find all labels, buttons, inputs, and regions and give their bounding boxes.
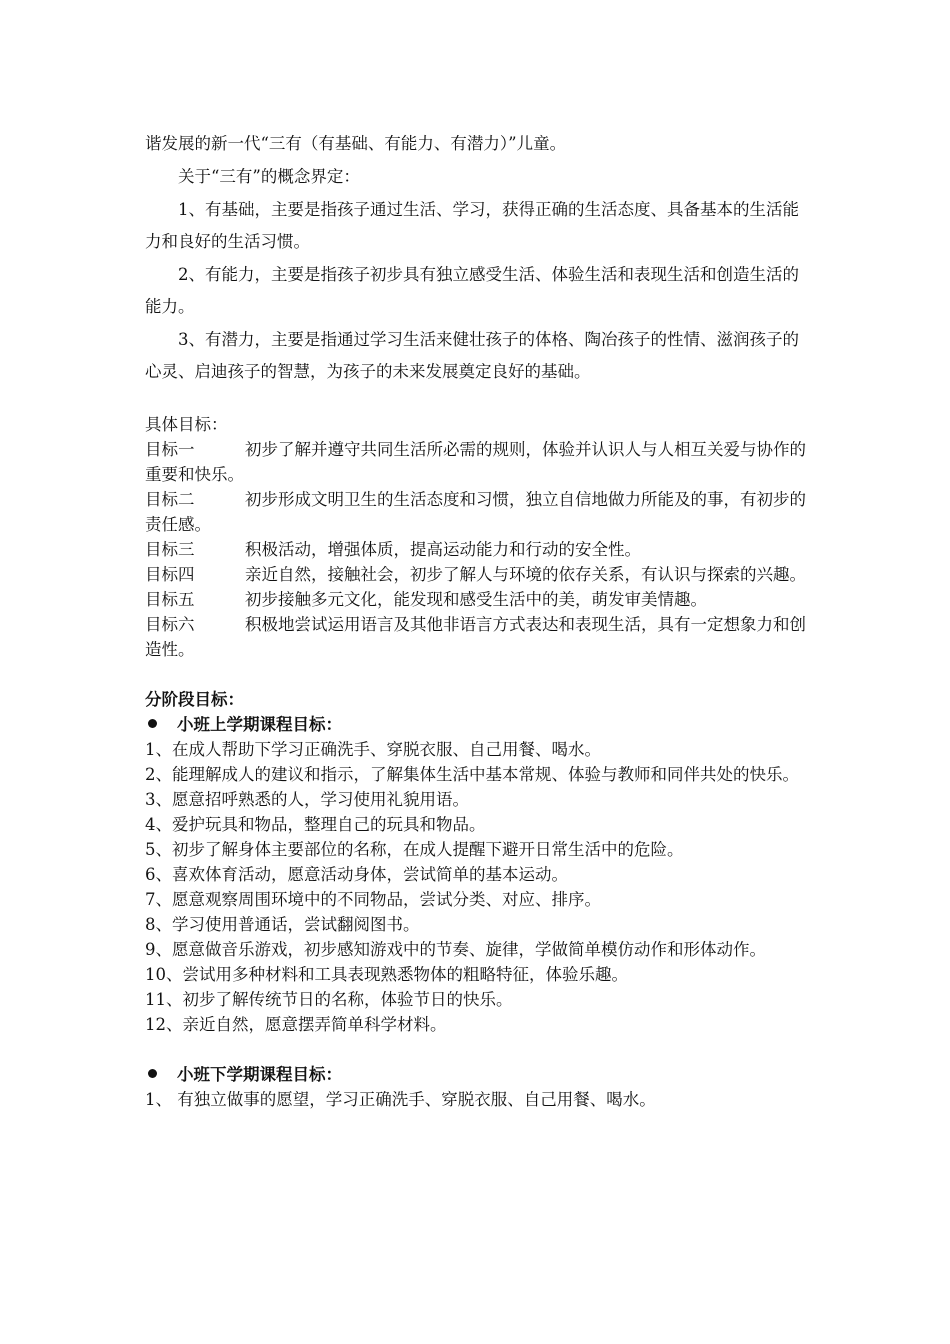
goal-label: 目标一: [145, 440, 195, 459]
goal-text: 初步接触多元文化，能发现和感受生活中的美，萌发审美情趣。: [245, 590, 707, 609]
specific-goals-heading: 具体目标：: [145, 415, 228, 434]
goal-item: [145, 437, 810, 487]
list-item: 6、喜欢体育活动，愿意活动身体，尝试简单的基本运动。: [145, 865, 568, 884]
first-term-heading-text: 小班上学期课程目标：: [177, 715, 342, 734]
list-item: 9、愿意做音乐游戏，初步感知游戏中的节奏、旋律，学做简单模仿动作和形体动作。: [145, 940, 766, 959]
goal-item: [145, 537, 810, 562]
concept-item: 1、有基础，主要是指孩子通过生活、学习，获得正确的生活态度、具备基本的生活能力和良好的生活习惯。: [145, 200, 799, 251]
intro-continuation: 谐发展的新一代“三有（有基础、有能力、有潜力）”儿童。: [145, 134, 567, 153]
intro-section: [145, 128, 810, 388]
list-item: 8、学习使用普通话，尝试翻阅图书。: [145, 915, 420, 934]
list-item: 7、愿意观察周围环境中的不同物品，尝试分类、对应、排序。: [145, 890, 601, 909]
specific-goals-section: [145, 412, 810, 662]
document-body: [145, 128, 810, 1112]
goal-text: 积极活动，增强体质，提高运动能力和行动的安全性。: [245, 540, 641, 559]
list-item: 10、尝试用多种材料和工具表现熟悉物体的粗略特征，体验乐趣。: [145, 965, 628, 984]
goal-label: 目标五: [145, 590, 195, 609]
stage-goals-section: [145, 687, 810, 1112]
stage-goals-heading: 分阶段目标：: [145, 690, 244, 709]
first-term-heading: [145, 712, 810, 737]
goal-label: 目标六: [145, 615, 195, 634]
concept-item: 2、有能力，主要是指孩子初步具有独立感受生活、体验生活和表现生活和创造生活的能力。: [145, 265, 799, 316]
bullet-icon: [148, 719, 157, 728]
concept-heading: 关于“三有”的概念界定：: [178, 167, 360, 186]
list-item: 11、初步了解传统节日的名称，体验节日的快乐。: [145, 990, 513, 1009]
list-item: 4、爱护玩具和物品，整理自己的玩具和物品。: [145, 815, 486, 834]
list-item: 1、 有独立做事的愿望，学习正确洗手、穿脱衣服、自己用餐、喝水。: [145, 1090, 656, 1109]
second-term-heading-text: 小班下学期课程目标：: [177, 1065, 342, 1084]
list-item: 3、愿意招呼熟悉的人，学习使用礼貌用语。: [145, 790, 469, 809]
goal-item: [145, 612, 810, 662]
goal-text: 初步了解并遵守共同生活所必需的规则，体验并认识人与人相互关爱与协作的重要和快乐。: [145, 440, 806, 484]
concept-item: 3、有潜力，主要是指通过学习生活来健壮孩子的体格、陶冶孩子的性情、滋润孩子的心灵、启迪孩子的智慧，为孩子的未来发展奠定良好的基础。: [145, 330, 799, 381]
goal-label: 目标二: [145, 490, 195, 509]
spacer: [145, 1037, 810, 1062]
goal-label: 目标三: [145, 540, 195, 559]
second-term-heading: [145, 1062, 810, 1087]
goal-item: [145, 562, 810, 587]
goal-item: [145, 487, 810, 537]
goal-text: 亲近自然，接触社会，初步了解人与环境的依存关系，有认识与探索的兴趣。: [245, 565, 806, 584]
list-item: 2、能理解成人的建议和指示，了解集体生活中基本常规、体验与教师和同伴共处的快乐。: [145, 765, 799, 784]
goal-text: 初步形成文明卫生的生活态度和习惯，独立自信地做力所能及的事，有初步的责任感。: [145, 490, 806, 534]
list-item: 12、亲近自然，愿意摆弄简单科学材料。: [145, 1015, 447, 1034]
list-item: 5、初步了解身体主要部位的名称，在成人提醒下避开日常生活中的危险。: [145, 840, 684, 859]
list-item: 1、在成人帮助下学习正确洗手、穿脱衣服、自己用餐、喝水。: [145, 740, 601, 759]
bullet-icon: [148, 1069, 157, 1078]
goal-text: 积极地尝试运用语言及其他非语言方式表达和表现生活，具有一定想象力和创造性。: [145, 615, 806, 659]
goal-item: [145, 587, 810, 612]
goal-label: 目标四: [145, 565, 195, 584]
